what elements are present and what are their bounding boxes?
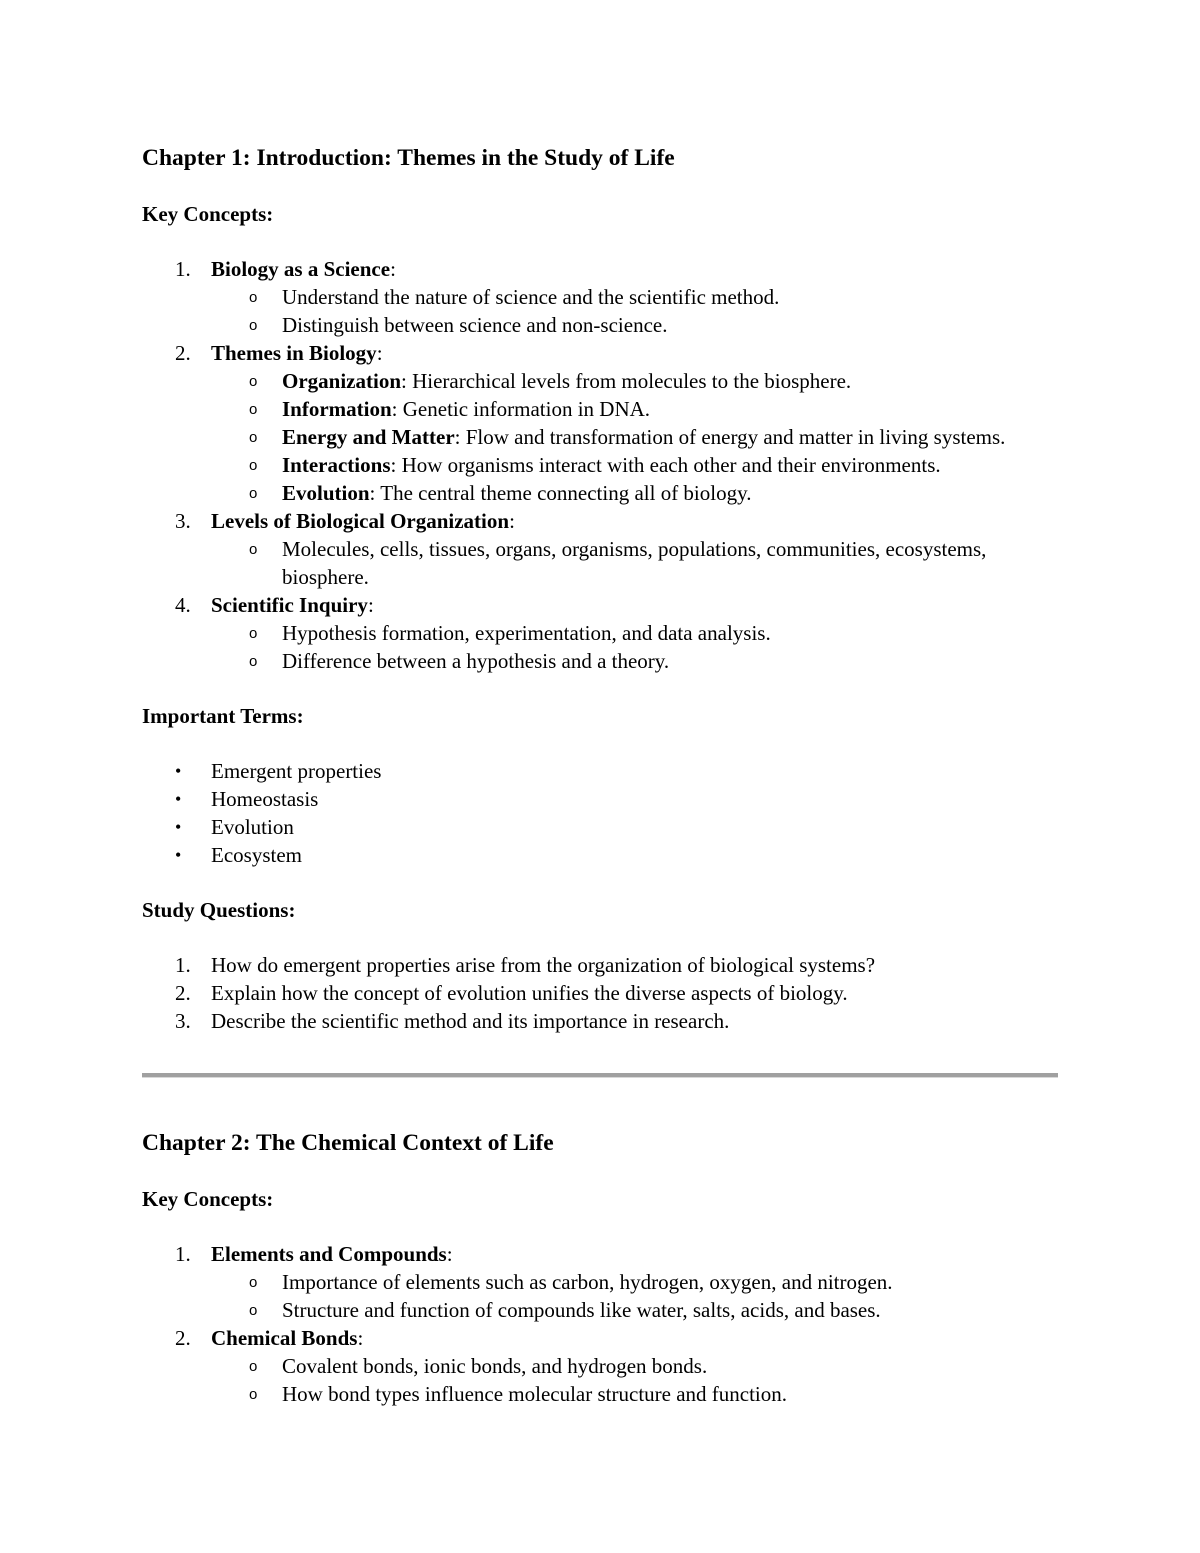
- sub-item-term: Interactions: [282, 453, 391, 477]
- concept-sub-list: [211, 1268, 1058, 1324]
- important-terms-list: [142, 757, 1058, 869]
- question-item: [142, 951, 1058, 979]
- concept-sub-item: [142, 395, 1058, 423]
- sub-bullet-icon: o: [249, 289, 258, 306]
- important-terms-heading: Important Terms:: [142, 704, 304, 728]
- concept-sub-item: [142, 367, 1058, 395]
- term-text: Evolution: [211, 815, 294, 839]
- sub-item-text: Hypothesis formation, experimentation, and data analysis.: [282, 621, 771, 645]
- sub-bullet-icon: o: [249, 1302, 258, 1319]
- concept-sub-list: [211, 283, 1058, 339]
- sub-bullet-icon: o: [249, 541, 258, 558]
- sub-item-text: : How organisms interact with each other and their environments.: [390, 453, 941, 477]
- sub-bullet-icon: o: [249, 1274, 258, 1291]
- sub-item-term: Information: [282, 397, 392, 421]
- study-questions-heading: Study Questions:: [142, 898, 296, 922]
- sub-item-term: Energy and Matter: [282, 425, 455, 449]
- sub-bullet-icon: o: [249, 401, 258, 418]
- study-questions-list: [142, 951, 1058, 1035]
- concept-item: [142, 255, 1058, 339]
- sub-bullet-icon: o: [249, 457, 258, 474]
- sub-bullet-icon: o: [249, 625, 258, 642]
- concept-item: [142, 339, 1058, 507]
- key-concepts-list: [142, 1240, 1058, 1408]
- question-number: 3.: [175, 1009, 191, 1033]
- concept-sub-item: [142, 479, 1058, 507]
- key-concepts-heading: Key Concepts:: [142, 1187, 274, 1211]
- chapter-2-title: Chapter 2: The Chemical Context of Life: [142, 1130, 554, 1156]
- concept-label: Biology as a Science: [211, 257, 391, 281]
- term-item: [142, 841, 1058, 869]
- term-item: [142, 813, 1058, 841]
- question-item: [142, 1007, 1058, 1035]
- concept-sub-list: [211, 535, 1058, 591]
- concept-suffix: :: [446, 1242, 453, 1266]
- sub-item-text: : Flow and transformation of energy and matter in living systems.: [454, 425, 1006, 449]
- concept-sub-list: [211, 367, 1058, 507]
- concept-sub-item: [142, 451, 1058, 479]
- sub-item-term: Evolution: [282, 481, 370, 505]
- concept-sub-item: [142, 1296, 1058, 1324]
- concept-sub-item: [142, 535, 1058, 591]
- concept-item: [142, 1240, 1058, 1324]
- bullet-icon: •: [175, 845, 182, 865]
- concept-item: [142, 1324, 1058, 1408]
- concept-label: Elements and Compounds: [211, 1242, 447, 1266]
- sub-item-text: : The central theme connecting all of biology.: [369, 481, 752, 505]
- concept-number: 1.: [175, 1242, 191, 1266]
- sub-item-text: Distinguish between science and non-science.: [282, 313, 668, 337]
- question-item: [142, 979, 1058, 1007]
- bullet-icon: •: [175, 761, 182, 781]
- concept-sub-item: [142, 647, 1058, 675]
- chapter-2: [142, 1125, 1058, 1408]
- sub-item-text: Covalent bonds, ionic bonds, and hydrogen bonds.: [282, 1354, 708, 1378]
- question-number: 2.: [175, 981, 191, 1005]
- concept-number: 4.: [175, 593, 191, 617]
- sub-item-term: Organization: [282, 369, 401, 393]
- concept-number: 3.: [175, 509, 191, 533]
- concept-sub-item: [142, 423, 1058, 451]
- sub-bullet-icon: o: [249, 373, 258, 390]
- sub-bullet-icon: o: [249, 485, 258, 502]
- sub-item-text: How bond types influence molecular structure and function.: [282, 1382, 788, 1406]
- sub-bullet-icon: o: [249, 1386, 258, 1403]
- concept-suffix: :: [376, 341, 383, 365]
- chapter-1: [142, 140, 1058, 1035]
- term-text: Homeostasis: [211, 787, 319, 811]
- concept-label: Themes in Biology: [211, 341, 377, 365]
- key-concepts-list: [142, 255, 1058, 675]
- sub-bullet-icon: o: [249, 653, 258, 670]
- sub-item-text: Importance of elements such as carbon, hydrogen, oxygen, and nitrogen.: [282, 1270, 893, 1294]
- concept-label: Levels of Biological Organization: [211, 509, 510, 533]
- sub-item-text: Difference between a hypothesis and a theory.: [282, 649, 670, 673]
- sub-item-text: Structure and function of compounds like water, salts, acids, and bases.: [282, 1298, 881, 1322]
- concept-sub-list: [211, 619, 1058, 675]
- term-item: [142, 785, 1058, 813]
- concept-sub-item: [142, 1268, 1058, 1296]
- sub-item-text: : Genetic information in DNA.: [391, 397, 651, 421]
- concept-label: Chemical Bonds: [211, 1326, 358, 1350]
- key-concepts-heading: Key Concepts:: [142, 202, 274, 226]
- sub-bullet-icon: o: [249, 317, 258, 334]
- question-text: How do emergent properties arise from the organization of biological systems?: [211, 953, 876, 977]
- concept-suffix: :: [390, 257, 396, 281]
- concept-suffix: :: [367, 593, 374, 617]
- concept-label: Scientific Inquiry: [211, 593, 368, 617]
- term-text: Emergent properties: [211, 759, 382, 783]
- sub-bullet-icon: o: [249, 429, 258, 446]
- concept-item: [142, 507, 1058, 591]
- concept-sub-item: [142, 1352, 1058, 1380]
- concept-sub-list: [211, 1352, 1058, 1408]
- sub-item-text: : Hierarchical levels from molecules to the biosphere.: [401, 369, 852, 393]
- concept-sub-item: [142, 619, 1058, 647]
- sub-bullet-icon: o: [249, 1358, 258, 1375]
- chapter-1-title: Chapter 1: Introduction: Themes in the Study of Life: [142, 145, 675, 171]
- section-divider: [142, 1073, 1058, 1078]
- question-text: Explain how the concept of evolution unifies the diverse aspects of biology.: [211, 981, 848, 1005]
- concept-item: [142, 591, 1058, 675]
- concept-sub-item: [142, 1380, 1058, 1408]
- term-item: [142, 757, 1058, 785]
- concept-number: 1.: [175, 257, 191, 281]
- bullet-icon: •: [175, 789, 182, 809]
- sub-item-text: Understand the nature of science and the scientific method.: [282, 285, 780, 309]
- term-text: Ecosystem: [211, 843, 302, 867]
- concept-suffix: :: [509, 509, 515, 533]
- concept-number: 2.: [175, 1326, 191, 1350]
- question-number: 1.: [175, 953, 191, 977]
- concept-number: 2.: [175, 341, 191, 365]
- bullet-icon: •: [175, 817, 182, 837]
- sub-item-text: Molecules, cells, tissues, organs, organisms, populations, communities, ecosystems, biosphere.: [282, 537, 987, 589]
- question-text: Describe the scientific method and its importance in research.: [211, 1009, 730, 1033]
- concept-sub-item: [142, 283, 1058, 311]
- concept-suffix: :: [357, 1326, 364, 1350]
- concept-sub-item: [142, 311, 1058, 339]
